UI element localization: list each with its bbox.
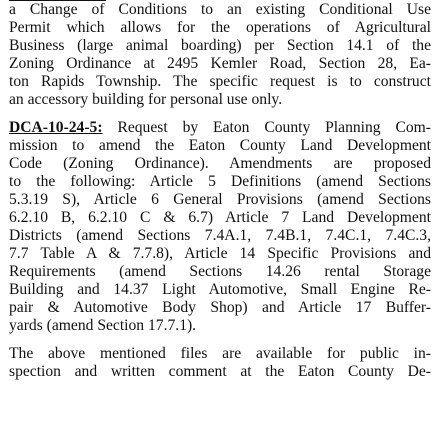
p2-line-2: mission to amend the Eaton County Land Development [9, 137, 431, 154]
p2-line-7: Districts (amend Sections 7.4A.1, 7.4B.1, 7.4C.1, 7.4C.3, [9, 227, 431, 244]
case-id: DCA-10-24-5: [9, 119, 103, 136]
p1-line-2: Permit which allows for the operations of Agricultural [9, 19, 431, 36]
p1-line-1: a Change of Conditions to an existing Conditional Use [9, 1, 431, 18]
p2-line-3: Code (Zoning Ordinance). Amendments are proposed [9, 155, 431, 172]
p2-line-9: Requirements (amend Sections 14.26 rental Storage [9, 263, 431, 280]
p2-line-8: 7.7 Table A & 7.7.8), Article 14 Specific Provisions and [9, 245, 431, 262]
p2-line-6: 6.2.10 B, 6.2.10 C & 6.7) Article 7 Land Development [9, 209, 431, 226]
p2-line-10: Building and 14.37 Light Automotive, Small Engine Re- [9, 281, 431, 298]
p1-line-5: ton Rapids Township. The specific request is to construct [9, 73, 431, 90]
p2-line-1-rest: Request by Eaton County Planning Com- [102, 119, 431, 136]
p2-line-4: to the following: Article 5 Definitions (amend Sections [9, 173, 431, 190]
p2-line-11: pair & Automotive Body Shop) and Article 17 Buffer- [9, 299, 431, 316]
p1-line-6: an accessory building for personal use only. [9, 91, 283, 108]
p1-line-4: Zoning Ordinance at 2495 Kemler Road, Section 28, Ea- [9, 55, 431, 72]
p2-line-12: yards (amend Section 17.7.1). [9, 317, 197, 334]
p3-line-2: spection and written comment at the Eaton County De- [9, 363, 431, 380]
p1-line-3: Business (large animal boarding) per Section 14.1 of the [9, 37, 431, 54]
p2-line-1 [9, 119, 431, 137]
p3-line-1: The above mentioned files are available for public in- [9, 345, 431, 362]
p2-line-5: 5.3.19 S), Article 6 General Provisions (amend Sections [9, 191, 431, 208]
